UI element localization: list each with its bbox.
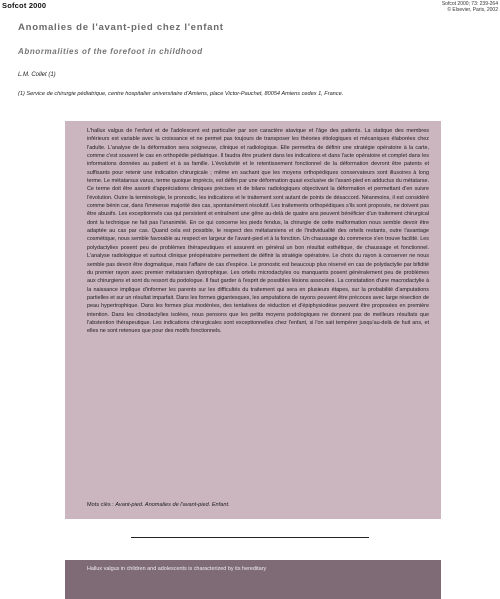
citation: Sofcot 2000; 73: 239-264 — [441, 1, 498, 7]
abstract-fr-text: L'hallux valgus de l'enfant et de l'adolescent est particulier par son caractère atavique et l'âge des patients. La statique des membres inférieurs est variable avec la croissance et ne permet pas toujours de transposer les théories étiologiques et mécaniques élaborées chez l'adulte. L'analyse de la déformation sera soigneuse, clinique et radiologique. Elle permettra de définir une stratégie opératoire à la carte, comme c'est souvent le cas en orthopédie pédiatrique. Il faudra être prudent dans les indications et dans l'acte opératoire et complet dans les informations données au patient et à sa famille. L'évolutivité et le retentissement fonctionnel de la déformation devront être patents et suffisants pour retenir une indication chirurgicale ; même en sachant que les moyens orthopédiques conservateurs sont illusoires à long terme. Le métatarsus varus, terme quoique imprécis, est défini par une déformation quasi exclusive de l'avant-pied en adductus du métatarse. Ce terme doit être assorti d'appréciations cliniques précises et de bilans radiologiques objectivant la déformation et permettant d'en suivre l'évolution. Outre la terminologie, le pronostic, les indications et le traitement sont autant de points de désaccord. Néanmoins, il est considéré comme bénin car, dans l'immense majorité des cas, spontanément résolutif. Les traitements orthopédiques s'ils sont proposés, ne doivent pas être abusifs. Les exceptionnels cas qui persistent et entraînent une gêne au-delà de quatre ans peuvent bénéficier d'un traitement chirurgical dont la technique ne fait pas l'unanimité. En ce qui concerne les pieds fendus, la chirurgie de cette malformation nous semble devoir être adaptée au cas par cas. Quand cela est possible, le respect des métatarsiens et de l'individualité des orteils restants, outre l'avantage cosmétique, nous semble favorable au respect en largeur de l'avant-pied et à la fonction. Un chaussage du commerce s'en trouve facilité. Les polydactylies posent peu de problèmes thérapeutiques et assurent en général un bon résultat esthétique, de chaussage et fonctionnel. L'analyse radiologique et surtout clinique préopératoire permettent de définir la stratégie opératoire. Le choix du rayon à conserver ne nous semble pas devoir être dogmatique, mais l'affaire de cas d'espèce. Le pronostic est beaucoup plus réservé en cas de polydactylie par bifidité du premier rayon avec premier métatarsien dystrophique. Les orteils microdactyles ou manquants posent généralement peu de problèmes aux chirurgiens et sont du ressort du podologue. Il faut garder à l'esprit de possibles lésions associées. La constatation d'une macrodactylie à la naissance implique d'informer les parents sur les difficultés du traitement qui sera en plusieurs étapes, sur la probabilité d'amputations partielles et sur un résultat imparfait. Dans les formes gigantesques, les amputations de rayons peuvent être précoces avec large résection de peau hypertrophique. Dans les formes plus modérées, des tentatives de réduction et d'épiphysiodèse peuvent être proposées en première intention. Dans les clinodactylies isolées, nous pensons que les petits moyens podologiques ne donnent pas de meilleurs résultats que l'abstention thérapeutique. Les indications chirurgicales sont exceptionnelles chez l'enfant, si l'on sait tempérer jusqu'au-delà de huit ans, et elles ne sont retenues que pour des motifs fonctionnels. — [87, 128, 429, 335]
article-title-en: Abnormalities of the forefoot in childhood — [18, 47, 203, 56]
abstract-en-box — [65, 560, 441, 599]
keywords-values: Avant-pied. Anomalies de l'avant-pied. Enfant. — [115, 502, 230, 508]
citation-block — [442, 1, 498, 13]
section-divider — [131, 537, 369, 538]
keywords — [87, 502, 230, 508]
article-title-fr: Anomalies de l'avant-pied chez l'enfant — [18, 22, 224, 33]
publisher: © Elsevier, Paris, 2002 — [447, 7, 498, 13]
abstract-fr-box — [65, 121, 441, 519]
journal-name: Sofcot 2000 — [2, 1, 47, 10]
author: L.M. Collet (1) — [18, 72, 56, 78]
keywords-label: Mots clés : — [87, 502, 114, 508]
affiliation: (1) Service de chirurgie pédiatrique, centre hospitalier universitaire d'Amiens, place Victor-Pauchet, 80054 Amiens cedex 1, France. — [18, 91, 344, 97]
abstract-en-text: Hallux valgus in children and adolescents is characterized by its hereditary — [87, 566, 267, 572]
